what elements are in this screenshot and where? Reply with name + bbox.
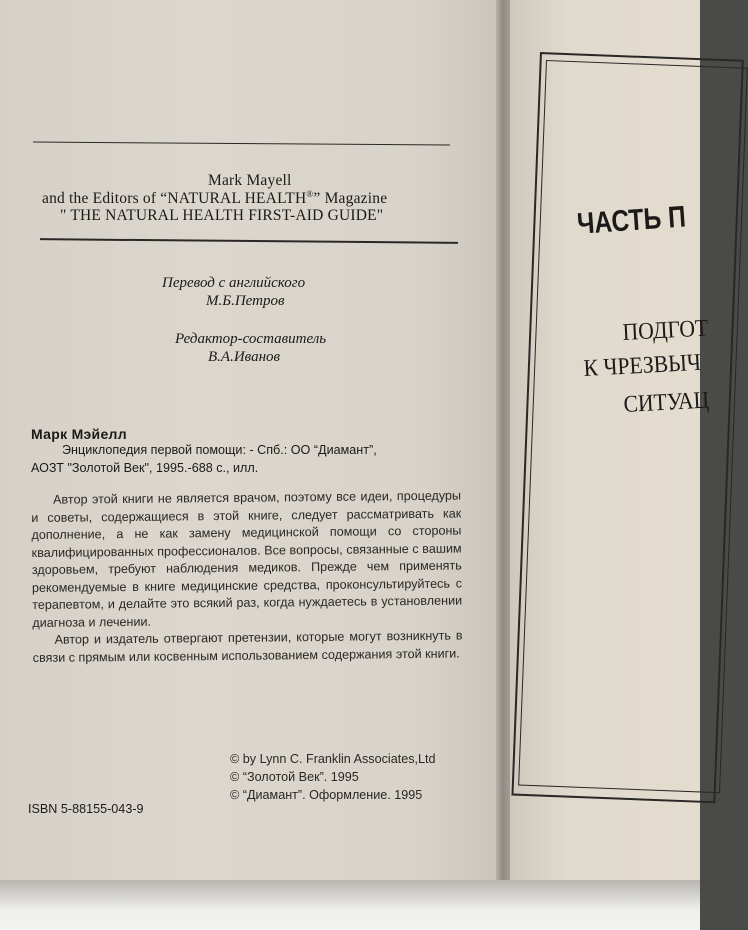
editors-line-text: and the Editors of “NATURAL HEALTH [42,190,307,208]
title-english: " THE NATURAL HEALTH FIRST-AID GUIDE" [60,207,384,224]
editors-line [42,189,387,208]
copyright-line-1: © by Lynn C. Franklin Associates,Ltd [230,752,436,766]
subtitle-line-3: СИТУАЦ [623,387,710,418]
disclaimer-text [31,487,463,666]
disclaimer-paragraph-1: Автор этой книги не является врачом, поэтому все идеи, процедуры и советы, содержащиеся в этой книге, следует рассматривать как дополнение, а не как замену медицинской помощи со стороны квалифицированных профессионалов. Все вопросы, связанные с вашим здоровьем, требуют наблюдения медиков. Прежде чем применять рекомендуемые в книге медицинские средства, проконсультируйтесь с терапевтом, и делайте это всякий раз, когда нуждаетесь в установлении диагноза и лечении. [31,488,463,630]
table-surface [0,880,700,930]
editors-line-magazine: ” Magazine [313,190,388,208]
subtitle-line-1: ПОДГОТ [622,315,709,346]
subtitle-line-2: К ЧРЕЗВЫЧ [583,349,702,382]
translation-label: Перевод с английского [162,275,306,291]
editor-name: В.А.Иванов [208,349,281,365]
title-frame-inner [518,60,748,793]
registered-mark: ® [306,189,314,199]
author-russian: Марк Мэйелл [31,426,127,442]
translator-name: М.Б.Петров [206,293,285,309]
editor-label: Редактор-составитель [175,331,327,347]
part-heading: ЧАСТЬ П [576,200,687,241]
isbn: ISBN 5-88155-043-9 [28,802,144,816]
copyright-line-2: © “Золотой Век”. 1995 [230,770,359,784]
author-english: Mark Mayell [208,172,292,189]
disclaimer-paragraph-2: Автор и издатель отвергают претензии, которые могут возникнуть в связи с прямым или косвенным использованием содержания этой книги. [32,628,463,665]
copyright-line-3: © “Диамант”. Оформление. 1995 [230,788,423,802]
bibliographic-line-2: АОЗТ "Золотой Век", 1995.-688 с., илл. [31,461,259,475]
bibliographic-line-1: Энциклопедия первой помощи: - Спб.: ОО “Диамант”, [62,443,377,457]
